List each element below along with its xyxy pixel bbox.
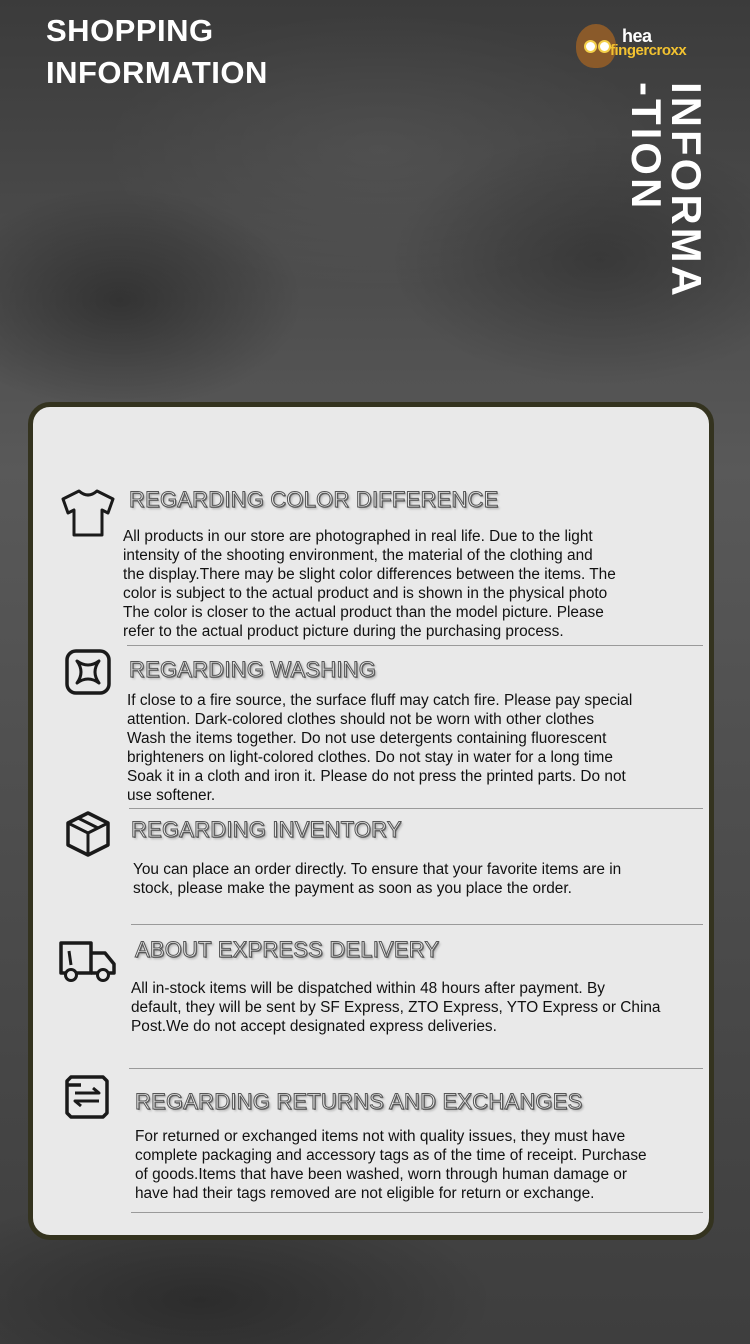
section-heading: REGARDING RETURNS AND EXCHANGES bbox=[135, 1089, 583, 1114]
page-title bbox=[46, 10, 268, 94]
vertical-word-1: INFORMA bbox=[663, 82, 710, 299]
vertical-word-2: -TION bbox=[623, 82, 670, 212]
section-heading: REGARDING WASHING bbox=[129, 657, 377, 682]
truck-icon bbox=[57, 937, 119, 985]
divider bbox=[129, 1068, 703, 1069]
section-body: If close to a fire source, the surface fluff may catch fire. Please pay special attention. Dark-colored clothes should not be worn with other clothes Wash the items together. Do not use detergents containing fluorescent brighteners on light-colored clothes. Do not stay in water for a long time Soak it in a cloth and iron it. Please do not press the printed parts. Do not use softener. bbox=[127, 692, 633, 804]
divider bbox=[131, 924, 703, 925]
tshirt-icon bbox=[59, 487, 117, 539]
brand-logo bbox=[576, 22, 726, 72]
mascot-eye-left bbox=[584, 40, 597, 53]
logo-text-top: hea bbox=[622, 26, 652, 46]
divider bbox=[131, 1212, 703, 1213]
exchange-icon bbox=[61, 1071, 113, 1123]
section-body: All in-stock items will be dispatched within 48 hours after payment. By default, they will be sent by SF Express, ZTO Express, YTO Express or China Post.We do not accept designated express deliveries. bbox=[131, 980, 661, 1035]
section-heading: REGARDING INVENTORY bbox=[131, 817, 402, 842]
section-heading: ABOUT EXPRESS DELIVERY bbox=[135, 937, 440, 962]
divider bbox=[129, 808, 703, 809]
divider bbox=[127, 645, 703, 646]
section-heading: REGARDING COLOR DIFFERENCE bbox=[129, 487, 499, 512]
box-icon bbox=[61, 807, 115, 861]
section-body: For returned or exchanged items not with quality issues, they must have complete packaging and accessory tags as of the time of receipt. Purchase of goods.Items that have been washed, worn through human damage or have had their tags removed are not eligible for return or exchange. bbox=[135, 1128, 647, 1202]
info-card bbox=[28, 402, 714, 1240]
section-body: All products in our store are photographed in real life. Due to the light intensity of the shooting environment, the material of the clothing and the display.There may be slight color differences between the items. The color is subject to the actual product and is shown in the physical photo The color is closer to the actual product than the model picture. Please refer to the actual product picture during the purchasing process. bbox=[123, 528, 616, 640]
title-line-1: SHOPPING bbox=[46, 13, 214, 48]
washing-icon bbox=[63, 647, 113, 697]
vertical-information-text bbox=[623, 82, 710, 299]
logo-text-bottom: fingercroxx bbox=[610, 42, 687, 59]
title-line-2: INFORMATION bbox=[46, 55, 268, 90]
section-body: You can place an order directly. To ensure that your favorite items are in stock, please make the payment as soon as you place the order. bbox=[133, 861, 622, 897]
